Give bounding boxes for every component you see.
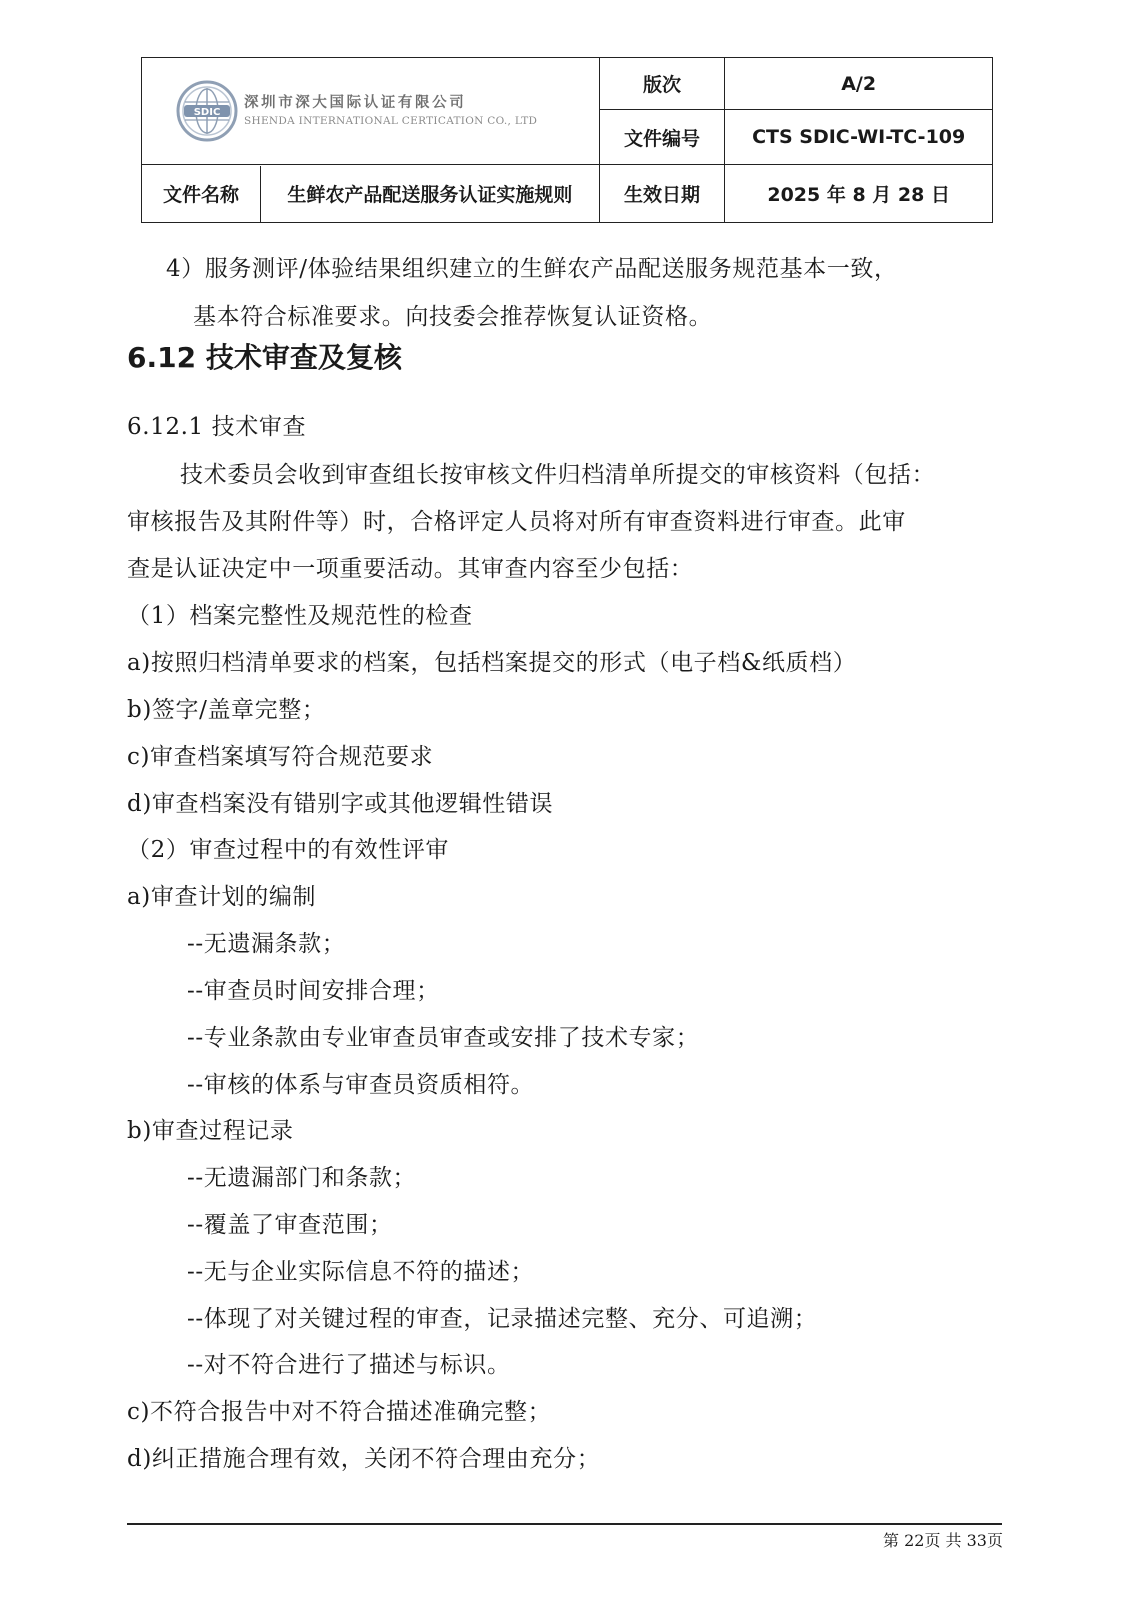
paragraph-line-1: 技术委员会收到审查组长按审核文件归档清单所提交的审核资料（包括： — [180, 462, 936, 488]
list-item: d)纠正措施合理有效，关闭不符合理由充分； — [127, 1446, 601, 1472]
list-item: （1）档案完整性及规范性的检查 — [127, 603, 473, 629]
doc-name-row-cell — [142, 165, 600, 223]
list-item: --对不符合进行了描述与标识。 — [187, 1352, 511, 1378]
version-label: 版次 — [599, 58, 725, 110]
list-item: --审核的体系与审查员资质相符。 — [187, 1072, 535, 1098]
effective-date-label: 生效日期 — [599, 165, 725, 223]
doc-name-value: 生鲜农产品配送服务认证实施规则 — [287, 184, 573, 206]
list-item: --专业条款由专业审查员审查或安排了技术专家； — [187, 1025, 700, 1051]
list-item: b)签字/盖章完整； — [127, 697, 326, 723]
list-item: c)不符合报告中对不符合描述准确完整； — [127, 1399, 552, 1425]
paragraph-line-3: 查是认证决定中一项重要活动。其审查内容至少包括： — [127, 556, 694, 582]
document-header-table — [141, 57, 993, 223]
list-item: c)审查档案填写符合规范要求 — [127, 744, 434, 770]
item-4-line-2: 基本符合标准要求。向技委会推荐恢复认证资格。 — [193, 304, 713, 330]
doc-number-value: CTS SDIC-WI-TC-109 — [725, 110, 993, 165]
list-item: a)审查计划的编制 — [127, 884, 317, 910]
section-heading: 6.12 技术审查及复核 — [127, 341, 402, 374]
page-number: 第 22页 共 33页 — [883, 1531, 1003, 1550]
doc-number-label: 文件编号 — [599, 110, 725, 165]
list-item: （2）审查过程中的有效性评审 — [127, 837, 450, 863]
effective-date-value: 2025 年 8 月 28 日 — [725, 165, 993, 223]
company-logo — [142, 80, 599, 142]
company-name-cn: 深圳市深大国际认证有限公司 — [244, 94, 467, 111]
logo-mark-text: SDIC — [193, 107, 221, 118]
paragraph-line-2: 审核报告及其附件等）时，合格评定人员将对所有审查资料进行审查。此审 — [127, 509, 906, 535]
doc-name-label: 文件名称 — [142, 166, 261, 222]
list-item: --体现了对关键过程的审查，记录描述完整、充分、可追溯； — [187, 1306, 818, 1332]
list-item: --无遗漏条款； — [187, 931, 346, 957]
company-logo-cell — [142, 58, 600, 165]
list-item: --无遗漏部门和条款； — [187, 1165, 417, 1191]
list-item: a)按照归档清单要求的档案，包括档案提交的形式（电子档&纸质档） — [127, 650, 857, 676]
subsection-heading: 6.12.1 技术审查 — [127, 414, 307, 440]
globe-logo-icon — [176, 80, 238, 142]
version-value: A/2 — [725, 58, 993, 110]
list-item: --审查员时间安排合理； — [187, 978, 440, 1004]
list-item: d)审查档案没有错别字或其他逻辑性错误 — [127, 791, 554, 817]
list-item: --无与企业实际信息不符的描述； — [187, 1259, 535, 1285]
company-name-en: SHENDA INTERNATIONAL CERTICATION CO., LTD — [244, 115, 538, 127]
footer-divider — [127, 1523, 1002, 1525]
item-4-line-1: 4）服务测评/体验结果组织建立的生鲜农产品配送服务规范基本一致， — [166, 256, 898, 282]
list-item: b)审查过程记录 — [127, 1118, 294, 1144]
list-item: --覆盖了审查范围； — [187, 1212, 393, 1238]
